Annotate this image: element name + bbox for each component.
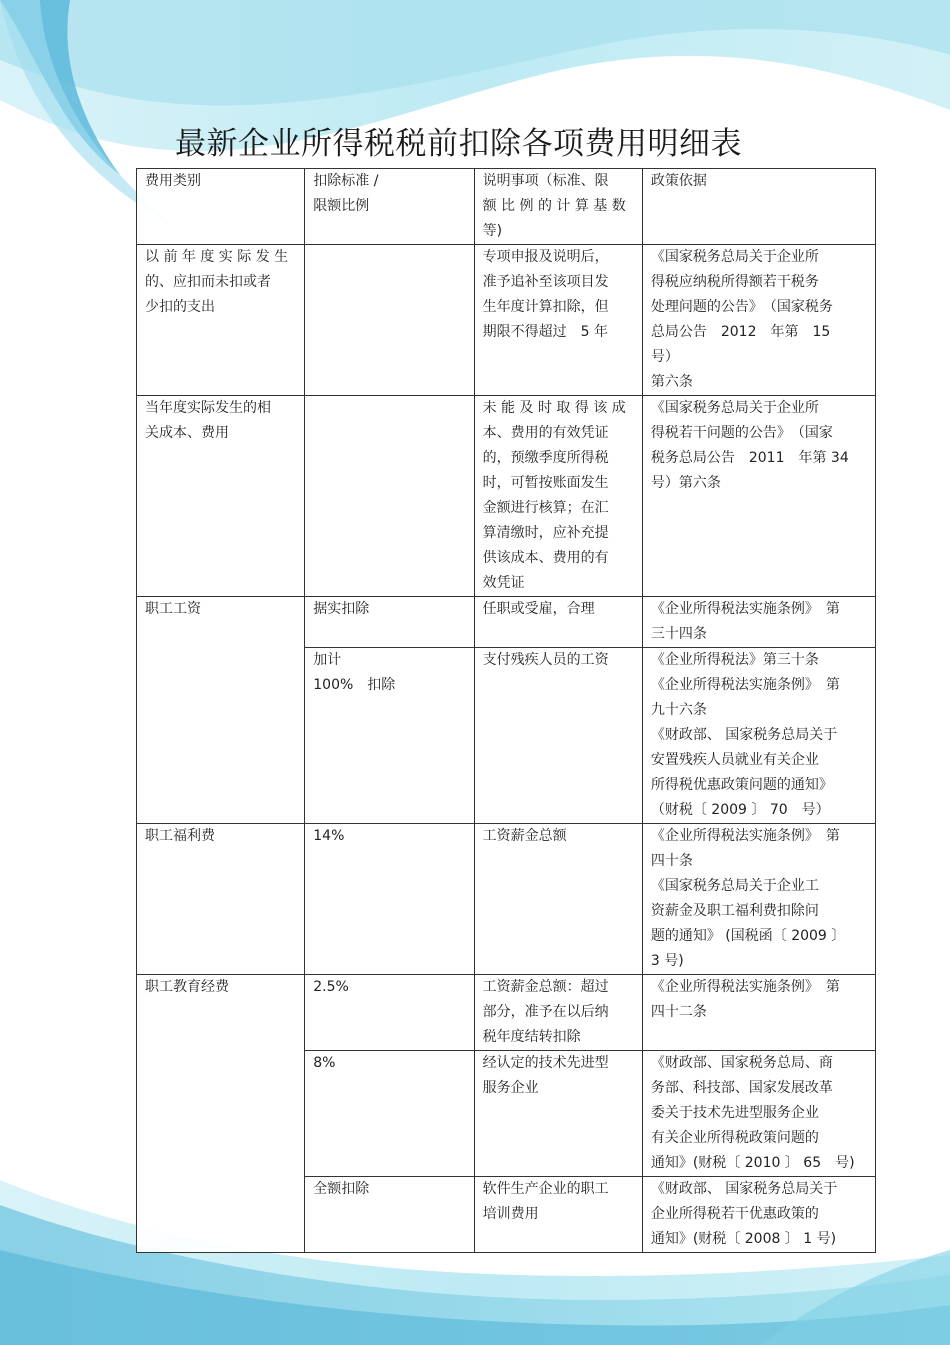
category-cell: 以 前 年 度 实 际 发 生 的、应扣而未扣或者 少扣的支出 <box>137 245 305 396</box>
table-row <box>137 824 876 975</box>
note-cell: 工资薪金总额：超过 部分，准予在以后纳 税年度结转扣除 <box>474 975 642 1051</box>
table-row <box>137 975 876 1051</box>
note-cell: 未 能 及 时 取 得 该 成 本、费用的有效凭证 的，预缴季度所得税 时，可暂按账面发生 金额进行核算；在汇 算清缴时，应补充提 供该成本、费用的有 效凭证 <box>474 396 642 597</box>
category-cell: 当年度实际发生的相 关成本、费用 <box>137 396 305 597</box>
basis-cell: 《企业所得税法实施条例》 第 四十二条 <box>642 975 875 1051</box>
note-cell: 软件生产企业的职工 培训费用 <box>474 1177 642 1253</box>
category-cell: 职工福利费 <box>137 824 305 975</box>
category-cell: 职工工资 <box>137 597 305 824</box>
basis-cell: 《企业所得税法》第三十条 《企业所得税法实施条例》 第 九十六条 《财政部、 国家税务总局关于 安置残疾人员就业有关企业 所得税优惠政策问题的通知》 （财税〔 2009 〕 70 号） <box>642 648 875 824</box>
standard-cell: 全额扣除 <box>305 1177 474 1253</box>
expense-deduction-table <box>136 168 876 1253</box>
basis-cell: 《国家税务总局关于企业所 得税若干问题的公告》 （国家 税务总局公告 2011 年第 34 号）第六条 <box>642 396 875 597</box>
standard-cell: 2.5% <box>305 975 474 1051</box>
header-cell: 政策依据 <box>642 169 875 245</box>
basis-cell: 《财政部、 国家税务总局关于 企业所得税若干优惠政策的 通知》(财税〔 2008 〕 1 号) <box>642 1177 875 1253</box>
category-cell: 职工教育经费 <box>137 975 305 1253</box>
table-header-row <box>137 169 876 245</box>
table-row <box>137 245 876 396</box>
standard-cell: 加计 100% 扣除 <box>305 648 474 824</box>
header-cell: 说明事项（标准、限 额 比 例 的 计 算 基 数 等) <box>474 169 642 245</box>
table-row <box>137 396 876 597</box>
header-cell: 费用类别 <box>137 169 305 245</box>
note-cell: 经认定的技术先进型 服务企业 <box>474 1051 642 1177</box>
basis-cell: 《企业所得税法实施条例》 第 四十条 《国家税务总局关于企业工 资薪金及职工福利费扣除问 题的通知》 (国税函〔 2009 〕 3 号) <box>642 824 875 975</box>
standard-cell <box>305 245 474 396</box>
note-cell: 专项申报及说明后， 准予追补至该项目发 生年度计算扣除，但 期限不得超过 5 年 <box>474 245 642 396</box>
standard-cell: 8% <box>305 1051 474 1177</box>
header-cell: 扣除标准 / 限额比例 <box>305 169 474 245</box>
note-cell: 任职或受雇，合理 <box>474 597 642 648</box>
standard-cell <box>305 396 474 597</box>
table-row <box>137 597 876 648</box>
basis-cell: 《企业所得税法实施条例》 第 三十四条 <box>642 597 875 648</box>
standard-cell: 据实扣除 <box>305 597 474 648</box>
document-title: 最新企业所得税税前扣除各项费用明细表 <box>175 126 742 162</box>
basis-cell: 《国家税务总局关于企业所 得税应纳税所得额若干税务 处理问题的公告》 （国家税务 总局公告 2012 年第 15 号） 第六条 <box>642 245 875 396</box>
note-cell: 工资薪金总额 <box>474 824 642 975</box>
basis-cell: 《财政部、国家税务总局、商 务部、科技部、国家发展改革 委关于技术先进型服务企业 有关企业所得税政策问题的 通知》(财税〔 2010 〕 65 号) <box>642 1051 875 1177</box>
note-cell: 支付残疾人员的工资 <box>474 648 642 824</box>
standard-cell: 14% <box>305 824 474 975</box>
